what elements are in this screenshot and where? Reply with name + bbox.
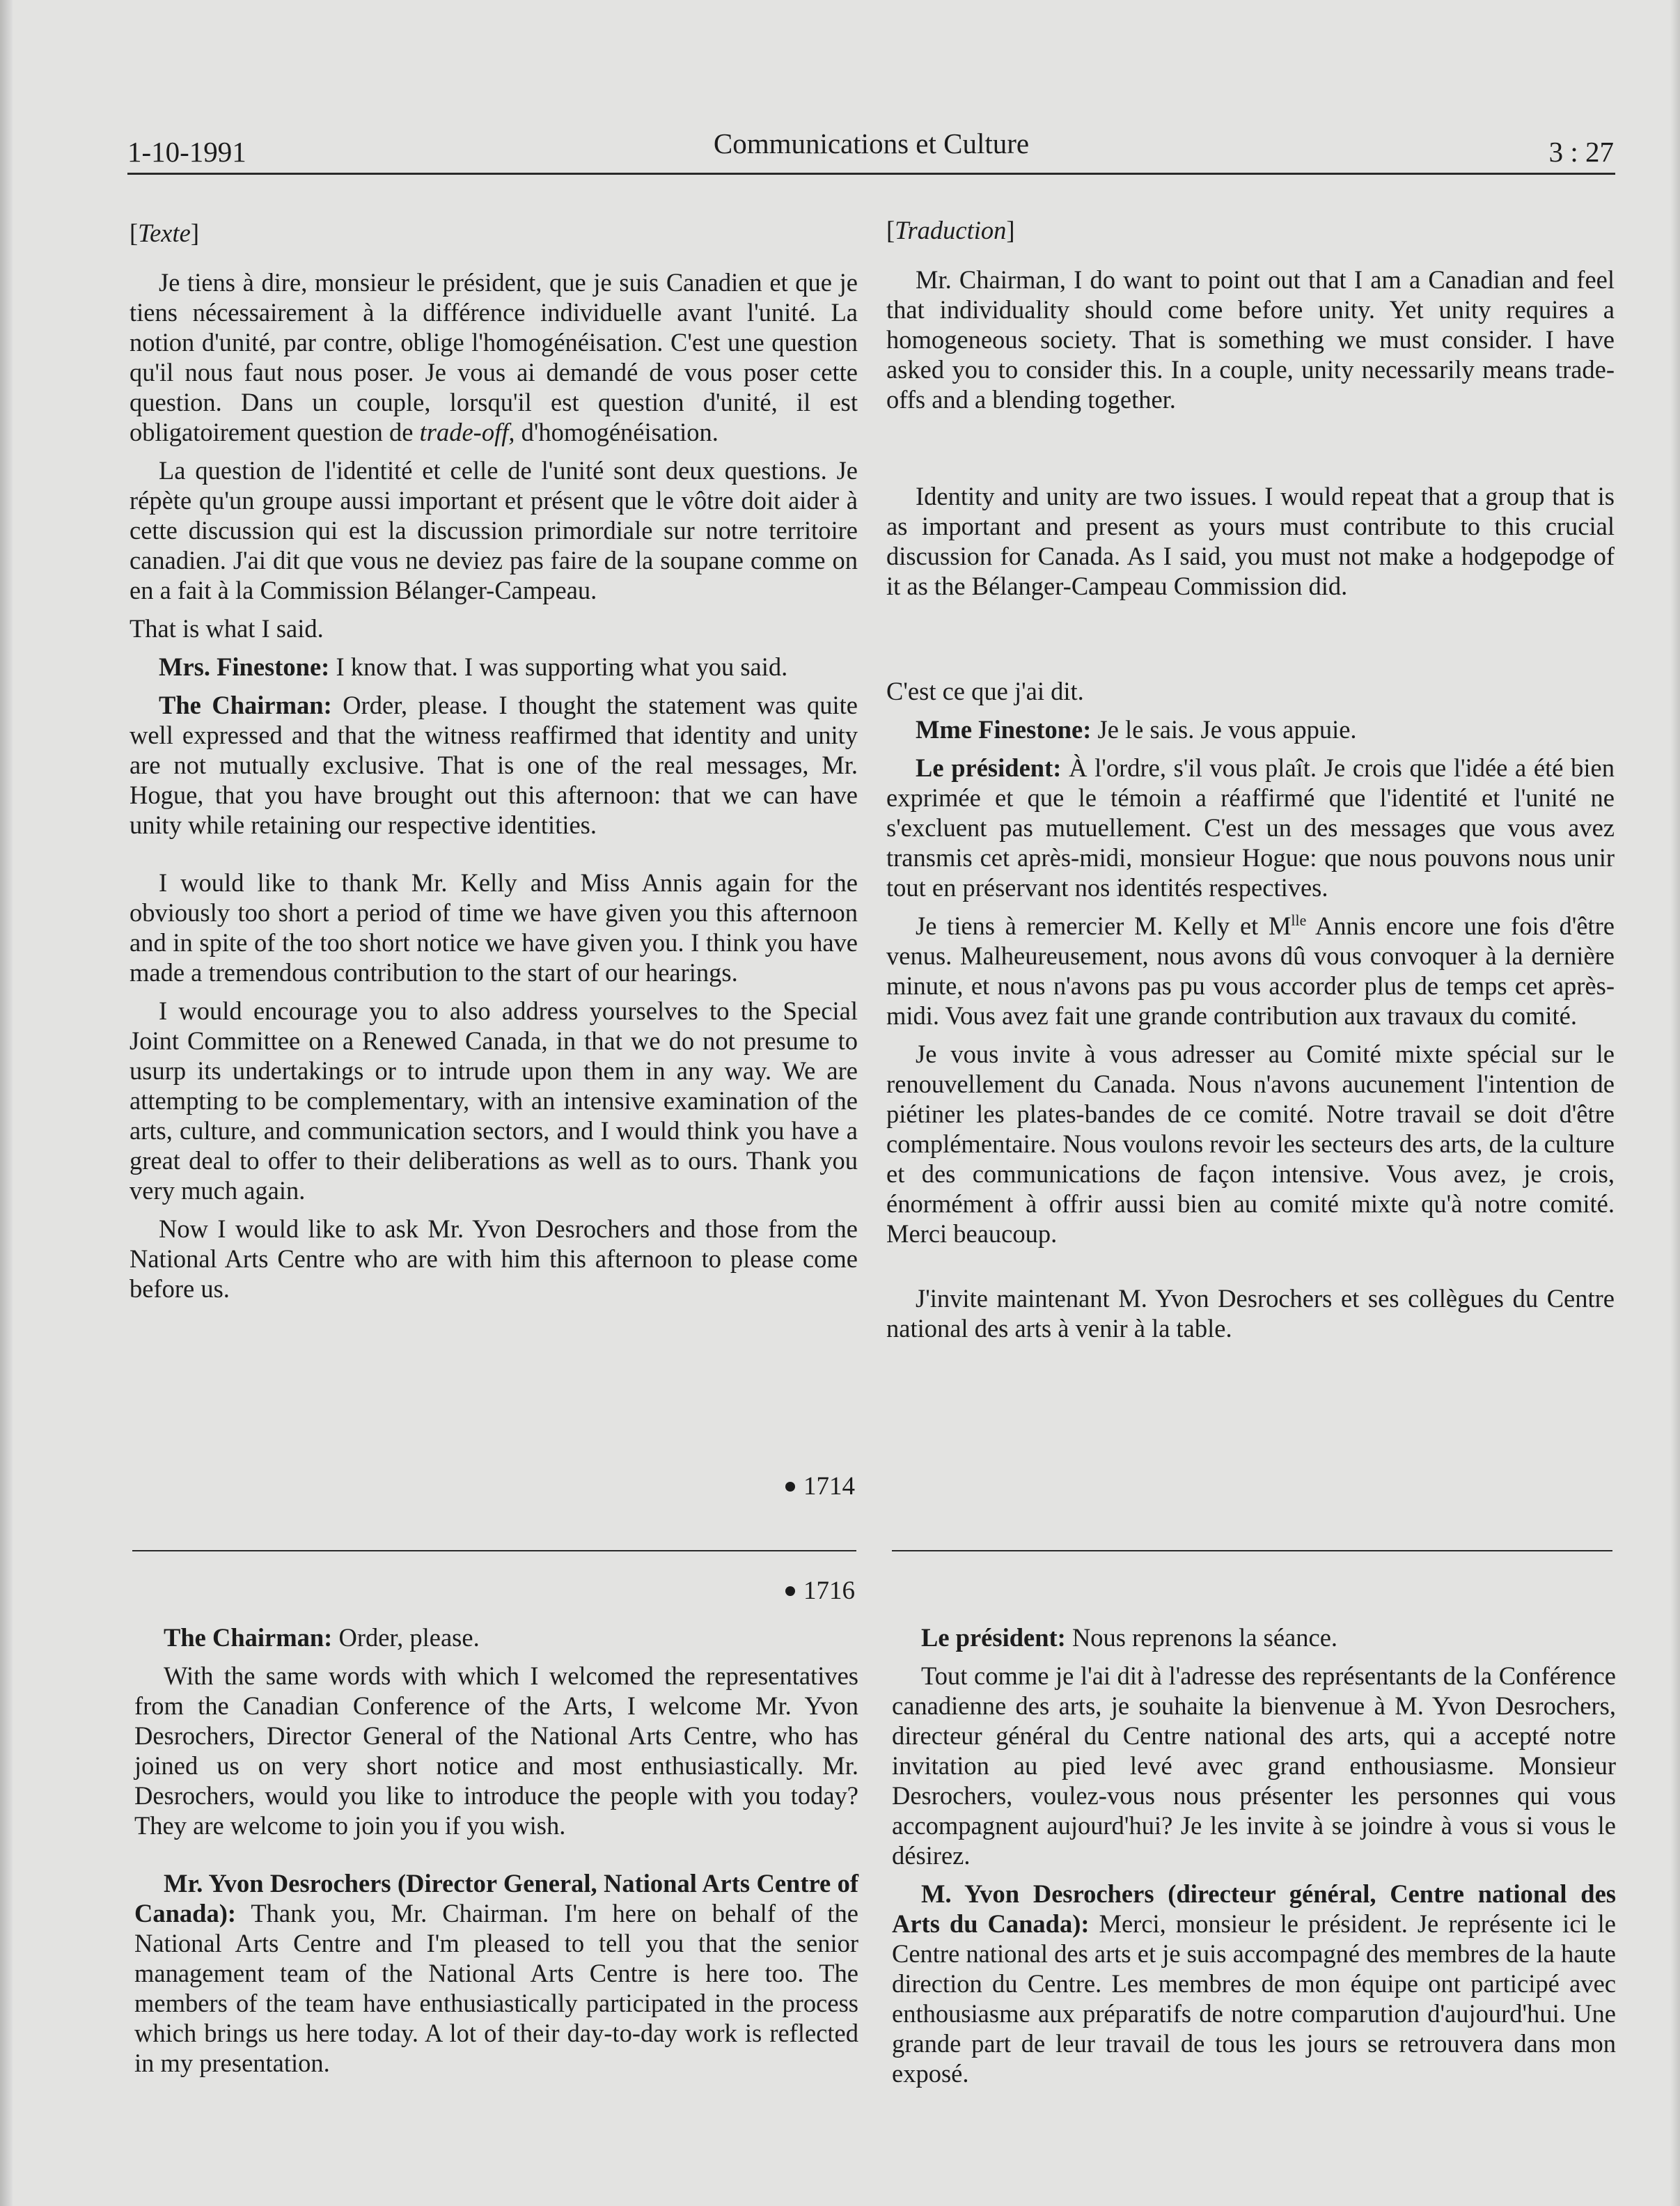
header-date: 1-10-1991 (127, 136, 246, 168)
left-paragraph-5: The Chairman: Order, please. I thought the statement was quite well expressed and that the witness reaffirmed that identity and unity are not mutually exclusive. That is one of the real messages, Mr. Hogue, that you have brought out this afternoon: that we can have unity while retaining our respective identities. (129, 691, 858, 839)
left-column-bottom (134, 1622, 858, 2086)
right-paragraph-7: Je vous invite à vous adresser au Comité mixte spécial sur le renouvellement du Canada. Nous n'avons aucunement l'intention de piétiner les plates-bandes de ce comité. Notre travail se doit d'être complémentaire. Nous voulons revoir les secteurs des arts, de la culture et des communications de façon intensive. Vous avez, je crois, énormément à offrir aussi bien au comité mixte qu'à notre comité. Merci beaucoup. (886, 1040, 1615, 1248)
right-paragraph-5: Le président: À l'ordre, s'il vous plaît. Je crois que l'idée a été bien exprimée et que le témoin a réaffirmé que l'identité et l'unité ne s'excluent pas mutuellement. C'est un des messages que vous avez transmis cet après-midi, monsieur Hogue: que nous pouvons nous unir tout en préservant nos identités respectives. (886, 753, 1615, 902)
running-header (127, 125, 1615, 175)
right-column-top (886, 215, 1615, 1352)
right-bottom-paragraph-3: M. Yvon Desrochers (directeur général, Centre national des Arts du Canada): Merci, monsieur le président. Je représente ici le Centre national des arts et je suis accompagné des membres de la haute direction du Centre. Les membres de mon équipe ont participé avec enthousiasme aux préparatifs de notre comparution d'aujourd'hui. Une grande part de leur travail de tous les jours se retrouvera dans mon exposé. (892, 1879, 1616, 2088)
speaker-name: Mme Finestone: (916, 715, 1092, 744)
speaker-name: Le président: (916, 753, 1062, 782)
left-column-top (129, 218, 858, 1312)
bullet-icon (785, 1586, 795, 1596)
right-separator-rule (892, 1550, 1612, 1551)
right-paragraph-2: Identity and unity are two issues. I would repeat that a group that is as important and present as yours must contribute to this crucial discussion for Canada. As I said, you must not make a hodgepodge of it as the Bélanger-Campeau Commission did. (886, 482, 1615, 600)
left-separator-rule (132, 1550, 856, 1551)
page-edge-right (1670, 0, 1680, 2206)
right-bottom-paragraph-1: Le président: Nous reprenons la séance. (921, 1623, 1338, 1652)
left-bottom-paragraph-3: Mr. Yvon Desrochers (Director General, National Arts Centre of Canada): Thank you, Mr. Chairman. I'm here on behalf of the National Arts Centre and I'm pleased to tell you that the senior management team of the National Arts Centre is here too. The members of the team have enthusiastically participated in the process which brings us here today. A lot of their day-to-day work is reflected in my presentation. (134, 1869, 858, 2077)
bullet-icon (785, 1482, 795, 1492)
right-paragraph-6: Je tiens à remercier M. Kelly et $M^{lle}$ Annis encore une fois d'être venus. Malheureusement, nous avons dû vous convoquer à la dernière minute, et nous n'avons pas pu vous accorder plus de temps cet après-midi. Vous avez fait une grande contribution aux travaux du comité. (886, 911, 1615, 1030)
left-paragraph-8: Now I would like to ask Mr. Yvon Desrochers and those from the National Arts Centre who are with him this afternoon to please come before us. (129, 1214, 858, 1303)
left-paragraph-2: La question de l'identité et celle de l'unité sont deux questions. Je répète qu'un groupe aussi important et présent que le vôtre doit aider à cette discussion qui est la discussion primordiale sur notre territoire canadien. J'ai dit que vous ne deviez pas faire de la soupane comme on en a fait à la Commission Bélanger-Campeau. (129, 456, 858, 604)
left-paragraph-6: I would like to thank Mr. Kelly and Miss Annis again for the obviously too short a period of time we have given you this afternoon and in spite of the too short notice we have given you. I think you have made a tremendous contribution to the start of our hearings. (129, 868, 858, 987)
left-paragraph-4: Mrs. Finestone: I know that. I was supporting what you said. (159, 652, 788, 681)
right-paragraph-1: Mr. Chairman, I do want to point out that I am a Canadian and feel that individuality should come before unity. Yet unity requires a homogeneous society. That is something we must consider. I have asked you to consider this. In a couple, unity necessarily means trade-offs and a blending together. (886, 265, 1615, 414)
speaker-name: Le président: (921, 1623, 1066, 1652)
speaker-name: The Chairman: (159, 691, 332, 719)
right-bottom-paragraph-2: Tout comme je l'ai dit à l'adresse des représentants de la Conférence canadienne des arts, je souhaite la bienvenue à M. Yvon Desrochers, directeur général du Centre national des arts, qui a accepté notre invitation au pied levé avec grand enthousiasme. Monsieur Desrochers, voulez-vous nous présenter les personnes qui vous accompagnent aujourd'hui? Je les invite à se joindre à vous si vous le désirez. (892, 1661, 1616, 1870)
left-bottom-paragraph-2: With the same words with which I welcomed the representatives from the Canadian Conference of the Arts, I welcome Mr. Yvon Desrochers, Director General of the National Arts Centre, who has joined us on very short notice and most enthusiastically. Mr. Desrochers, would you like to introduce the people with you today? They are welcome to join you if you wish. (134, 1661, 858, 1840)
speaker-name: Mrs. Finestone: (159, 652, 330, 681)
speaker-name: M. Yvon Desrochers (directeur général, Centre national des Arts du Canada): (892, 1879, 1616, 1938)
time-marker-1714: 1714 (785, 1471, 855, 1501)
speaker-name: The Chairman: (164, 1623, 333, 1652)
left-bottom-paragraph-1: The Chairman: Order, please. (164, 1623, 480, 1652)
page-edge-left (0, 0, 13, 2206)
header-title: Communications et Culture (713, 127, 1030, 159)
right-paragraph-8: J'invite maintenant M. Yvon Desrochers et ses collègues du Centre national des arts à venir à la table. (886, 1284, 1615, 1343)
left-paragraph-7: I would encourage you to also address yourselves to the Special Joint Committee on a Renewed Canada, in that we do not presume to usurp its undertakings or to intrude upon them in any way. We are attempting to be complementary, with an intensive examination of the arts, culture, and communication sectors, and I would think you have a great deal to offer to their deliberations as well as to ours. Thank you very much again. (129, 996, 858, 1205)
right-paragraph-4: Mme Finestone: Je le sais. Je vous appuie. (916, 715, 1357, 744)
left-paragraph-3: That is what I said. (129, 614, 324, 643)
right-paragraph-3: C'est ce que j'ai dit. (886, 677, 1084, 705)
left-tag: [Texte] (129, 219, 200, 247)
left-paragraph-1: Je tiens à dire, monsieur le président, que je suis Canadien et que je tiens nécessairement à la différence individuelle avant l'unité. La notion d'unité, par contre, oblige l'homogénéisation. C'est une question qu'il nous faut nous poser. Je vous ai demandé de vous poser cette question. Dans un couple, lorsqu'il est question d'unité, il est obligatoirement question de trade-off, d'homogénéisation. (129, 268, 858, 446)
speaker-name: Mr. Yvon Desrochers (Director General, National Arts Centre of Canada): (134, 1869, 858, 1927)
right-tag: [Traduction] (886, 216, 1015, 244)
header-page-number: 3 : 27 (1548, 136, 1614, 168)
time-marker-1716: 1716 (785, 1576, 855, 1606)
right-column-bottom (892, 1622, 1616, 2097)
